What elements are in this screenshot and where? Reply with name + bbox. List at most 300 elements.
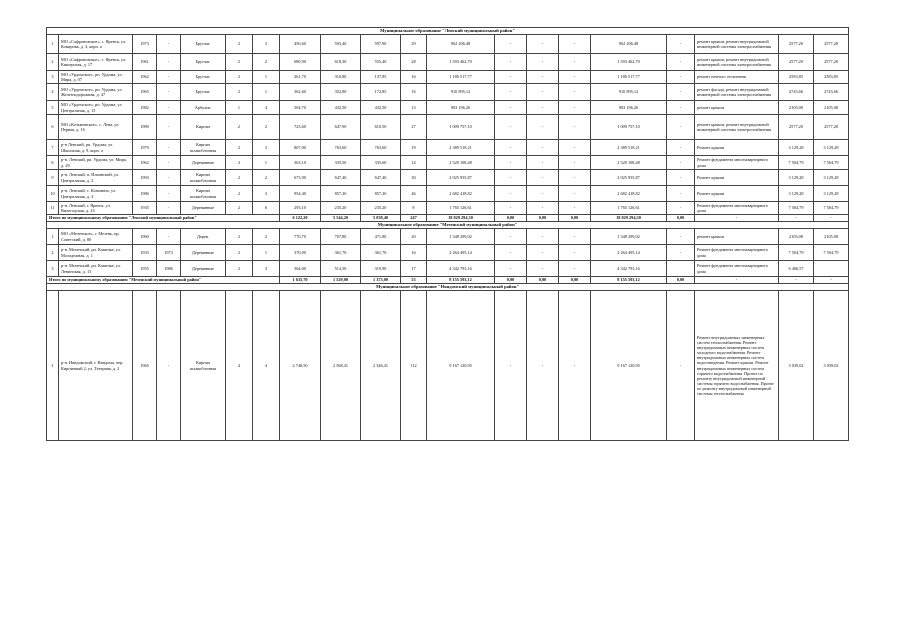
- cell-sum: 9 167 120,95: [427, 291, 495, 441]
- cell-fl: 4: [226, 291, 253, 441]
- total-oth: 0,00: [667, 277, 695, 284]
- cell-en: 1: [253, 84, 280, 101]
- cell-f3: -: [559, 291, 591, 441]
- cell-f1: -: [495, 245, 527, 261]
- cell-work: Ремонт фундамента многоквартирного дома: [695, 202, 779, 215]
- cell-f2: -: [527, 170, 559, 186]
- total-p: 247: [401, 215, 427, 222]
- cell-work: Ремонт внутридомовых инженерных систем теплоснабжения. Ремонт внутридомовых инженерных систем холодного водоснабжения. Ремонт внутридомовых инженерных систем водоотведения. Ремонт крыши. Ремонт внутридомовых инженерных систем горячего водоснабжения. Проект по ремонту внутридомовой инженерной системы горячего водоснабжения. Проект по ремонту внутридомовой инженерной системы теплоснабжения: [695, 291, 779, 441]
- cell-sum: 962 206,48: [427, 35, 495, 54]
- cell-fl: 2: [226, 261, 253, 277]
- cell-addr: МО «Сафроновское», с. Яренск, ул. Кишерская, д. 17: [59, 54, 133, 71]
- cell-a2: 647,40: [321, 170, 361, 186]
- cell-y1: 1965: [133, 84, 157, 101]
- cell-c1: 2577,20: [779, 115, 814, 140]
- cell-a2: 707,80: [321, 229, 361, 245]
- cell-n: 3: [47, 261, 59, 277]
- cell-y1: 1955: [133, 261, 157, 277]
- cell-c1: 7 504,79: [779, 202, 814, 215]
- total-a2: 1 529,00: [321, 277, 361, 284]
- cell-a2: 2 568,41: [321, 291, 361, 441]
- cell-addr: МО «Сафроновское», с. Яренск, ул. Комарова, д. 3, корп. а: [59, 35, 133, 54]
- cell-a1: 370,00: [280, 245, 321, 261]
- section-header-row: [47, 222, 849, 229]
- cell-n: 2: [47, 54, 59, 71]
- cell-en: 1: [253, 156, 280, 170]
- cell-a2: 235,20: [321, 202, 361, 215]
- cell-y2: -: [157, 115, 181, 140]
- cell-work: Ремонт крыши: [695, 170, 779, 186]
- cell-addr: МО «Мезенское», г. Мезень, пр. Советский, д. 80: [59, 229, 133, 245]
- table-row: [47, 115, 849, 140]
- cell-mat: Арболит.: [181, 101, 226, 115]
- cell-sum: 1 593 462,70: [427, 54, 495, 71]
- cell-work: ремонт крыши, ремонт внутридомовой инженерной системы электроснабжения: [695, 115, 779, 140]
- total-a3: 1 373,00: [361, 277, 401, 284]
- cell-en: 2: [253, 54, 280, 71]
- cell-a1: 261,70: [280, 71, 321, 84]
- cell-mat: Кирпич шлакоблочная: [181, 291, 226, 441]
- cell-n: 5: [47, 101, 59, 115]
- cell-tot: 903 196,20: [591, 101, 667, 115]
- cell-tot: 2 389 518,21: [591, 140, 667, 156]
- cell-f3: -: [559, 140, 591, 156]
- cell-f3: -: [559, 186, 591, 202]
- cell-fl: 2: [226, 202, 253, 215]
- cell-f3: -: [559, 202, 591, 215]
- cell-f2: -: [527, 84, 559, 101]
- cell-a3: 319,90: [361, 261, 401, 277]
- cell-addr: р-н Ленский, рп. Урдома, ул. Школьная, д. 9, корп. а: [59, 140, 133, 156]
- cell-sum: 910 895,12: [427, 84, 495, 101]
- cell-oth: -: [667, 170, 695, 186]
- cell-n: 10: [47, 186, 59, 202]
- cell-f1: -: [495, 35, 527, 54]
- cell-a1: 293,10: [280, 202, 321, 215]
- total-f1: 0,00: [495, 215, 527, 222]
- cell-c2: 2105,08: [814, 229, 849, 245]
- cell-f1: -: [495, 84, 527, 101]
- cell-fl: 2: [226, 170, 253, 186]
- total-p: 53: [401, 277, 427, 284]
- cell-y2: -: [157, 170, 181, 186]
- cell-mat: Деревянные: [181, 202, 226, 215]
- cell-y1: 1933: [133, 245, 157, 261]
- cell-mat: Брусчат.: [181, 84, 226, 101]
- cell-oth: -: [667, 84, 695, 101]
- cell-c2: 2583,85: [814, 71, 849, 84]
- cell-fl: 2: [226, 156, 253, 170]
- cell-a3: 2 346,41: [361, 291, 401, 441]
- cell-y1: 1965: [133, 291, 157, 441]
- cell-c2: 2577,20: [814, 54, 849, 71]
- cell-work: ремонт крыши, ремонт внутридомовой инженерной системы электроснабжения: [695, 35, 779, 54]
- cell-c1: 3 129,28: [779, 140, 814, 156]
- cell-mat: Брусчат.: [181, 71, 226, 84]
- table-row: [47, 229, 849, 245]
- cell-c2: 7 504,79: [814, 156, 849, 170]
- cell-p: 16: [401, 84, 427, 101]
- cell-mat: Деревянные: [181, 156, 226, 170]
- cell-c2: 7 504,79: [814, 245, 849, 261]
- cell-tot: 2 264 495,14: [591, 245, 667, 261]
- cell-n: 3: [47, 71, 59, 84]
- table-row: [47, 261, 849, 277]
- cell-c2: 3 129,28: [814, 170, 849, 186]
- cell-addr: МО «Козьминское», с. Лена, ул. Первая, д. 16: [59, 115, 133, 140]
- cell-c2: 3 129,28: [814, 186, 849, 202]
- cell-a1: 2 748,50: [280, 291, 321, 441]
- cell-f2: -: [527, 261, 559, 277]
- cell-y2: 1986: [157, 261, 181, 277]
- cell-n: 1: [47, 229, 59, 245]
- cell-a3: 137,85: [361, 71, 401, 84]
- cell-addr: р-н. Ленский, г. Яренск, ул. Вилегодская, д. 23: [59, 202, 133, 215]
- cell-n: 7: [47, 140, 59, 156]
- cell-a1: 680,90: [280, 54, 321, 71]
- cell-a2: 514,50: [321, 261, 361, 277]
- total-c2: -: [814, 215, 849, 222]
- cell-c1: 3 129,28: [779, 186, 814, 202]
- cell-oth: -: [667, 101, 695, 115]
- cell-oth: -: [667, 140, 695, 156]
- cell-c1: 2105,08: [779, 229, 814, 245]
- cell-f1: -: [495, 140, 527, 156]
- cell-en: 3: [253, 35, 280, 54]
- cell-y1: 1986: [133, 186, 157, 202]
- cell-a1: 564,00: [280, 261, 321, 277]
- cell-a2: 361,70: [321, 245, 361, 261]
- cell-work: ремонт крыши: [695, 101, 779, 115]
- cell-c2: 2105,08: [814, 101, 849, 115]
- cell-a3: 763,60: [361, 140, 401, 156]
- cell-y1: 1935: [133, 202, 157, 215]
- cell-en: 2: [253, 115, 280, 140]
- total-a1: 6 122,20: [280, 215, 321, 222]
- cell-f2: -: [527, 229, 559, 245]
- cell-f2: -: [527, 156, 559, 170]
- cell-work: ремонт печного отопления: [695, 71, 779, 84]
- cell-c1: 7 504,79: [779, 156, 814, 170]
- cell-sum: 1 009 757,10: [427, 115, 495, 140]
- cell-oth: -: [667, 156, 695, 170]
- cell-sum: 4 342 793,16: [427, 261, 495, 277]
- cell-a3: 555,40: [361, 54, 401, 71]
- total-c1: -: [779, 215, 814, 222]
- cell-en: 6: [253, 202, 280, 215]
- cell-mat: Кирпич шлакоблочная: [181, 170, 226, 186]
- total-f2: 0,00: [527, 215, 559, 222]
- cell-en: 1: [253, 71, 280, 84]
- cell-oth: -: [667, 202, 695, 215]
- cell-c2: 3 039,02: [814, 291, 849, 441]
- cell-mat: Кирпич: [181, 115, 226, 140]
- cell-f1: -: [495, 101, 527, 115]
- cell-en: 2: [253, 229, 280, 245]
- cell-p: 112: [401, 291, 427, 441]
- cell-p: 13: [401, 101, 427, 115]
- total-label: Итого по муниципальному образованию "Ленский муниципальный район": [47, 215, 280, 222]
- cell-addr: МО «Урдомское», рп. Урдома, ул. Центральная, д. 15: [59, 101, 133, 115]
- cell-a2: 310,80: [321, 71, 361, 84]
- cell-n: 8: [47, 156, 59, 170]
- cell-a2: 618,30: [321, 54, 361, 71]
- section-total-row: [47, 277, 849, 284]
- table-row: [47, 35, 849, 54]
- section-title: Муниципальное образование "Мезенский муниципальный район": [47, 222, 849, 229]
- cell-work: Ремонт крыши: [695, 186, 779, 202]
- cell-en: 2: [253, 170, 280, 186]
- cell-sum: 1 765 126,61: [427, 202, 495, 215]
- cell-y2: -: [157, 35, 181, 54]
- cell-p: 27: [401, 115, 427, 140]
- cell-y1: 1961: [133, 54, 157, 71]
- total-a2: 5 544,20: [321, 215, 361, 222]
- cell-a3: 432,50: [361, 101, 401, 115]
- cell-work: Ремонт фундамента многоквартирного дома: [695, 245, 779, 261]
- cell-work: ремонт крыши, ремонт внутридомовой инженерной системы электроснабжения: [695, 54, 779, 71]
- cell-en: 4: [253, 101, 280, 115]
- cell-mat: Брусчат.: [181, 35, 226, 54]
- cell-mat: Деревянные: [181, 245, 226, 261]
- cell-f2: -: [527, 245, 559, 261]
- cell-p: 28: [401, 54, 427, 71]
- cell-mat: Кирпич шлакоблочная: [181, 140, 226, 156]
- cell-c1: 7 504,79: [779, 245, 814, 261]
- cell-a3: 471,80: [361, 229, 401, 245]
- cell-fl: 2: [226, 84, 253, 101]
- cell-work: Ремонт крыши: [695, 140, 779, 156]
- cell-c1: 6 406,57: [779, 261, 814, 277]
- cell-f2: -: [527, 54, 559, 71]
- cell-f3: -: [559, 84, 591, 101]
- cell-n: 6: [47, 115, 59, 140]
- cell-tot: 1 348 299,02: [591, 229, 667, 245]
- table-row: [47, 54, 849, 71]
- cell-c2: 2743,66: [814, 84, 849, 101]
- cell-p: 17: [401, 261, 427, 277]
- cell-fl: 2: [226, 186, 253, 202]
- cell-a2: 857,20: [321, 186, 361, 202]
- cell-oth: -: [667, 229, 695, 245]
- cell-f3: -: [559, 245, 591, 261]
- cell-oth: -: [667, 71, 695, 84]
- cell-y2: -: [157, 291, 181, 441]
- cell-a2: 647,90: [321, 115, 361, 140]
- cell-mat: Дерев.: [181, 229, 226, 245]
- cell-f2: -: [527, 101, 559, 115]
- cell-y2: -: [157, 101, 181, 115]
- cell-y2: -: [157, 186, 181, 202]
- total-c2: -: [814, 277, 849, 284]
- cell-f3: -: [559, 229, 591, 245]
- cell-a1: 362,60: [280, 84, 321, 101]
- cell-f2: -: [527, 291, 559, 441]
- cell-p: 19: [401, 140, 427, 156]
- table-row: [47, 245, 849, 261]
- cell-mat: Брусчат.: [181, 54, 226, 71]
- cell-a1: 954,40: [280, 186, 321, 202]
- cell-y1: 1979: [133, 140, 157, 156]
- table-row: [47, 156, 849, 170]
- cell-work: Ремонт фундамента многоквартирного дома: [695, 261, 779, 277]
- cell-en: 3: [253, 186, 280, 202]
- cell-fl: 2: [226, 115, 253, 140]
- cell-mat: Деревянные: [181, 261, 226, 277]
- cell-a1: 456,60: [280, 35, 321, 54]
- cell-tot: 2 682 418,82: [591, 186, 667, 202]
- total-a1: 1 635,70: [280, 277, 321, 284]
- total-sum: 18 029 294,30: [427, 215, 495, 222]
- cell-f1: -: [495, 71, 527, 84]
- cell-addr: р-н. Ленский, п. Ильинский, ул. Центральная, д. 2: [59, 170, 133, 186]
- cell-f1: -: [495, 229, 527, 245]
- section-header-row: [47, 284, 849, 291]
- total-label: Итого по муниципальному образованию "Мезенский муниципальный район": [47, 277, 280, 284]
- cell-p: 29: [401, 35, 427, 54]
- cell-f2: -: [527, 35, 559, 54]
- cell-p: 8: [401, 202, 427, 215]
- cell-oth: -: [667, 54, 695, 71]
- cell-a1: 723,60: [280, 115, 321, 140]
- table-row: [47, 140, 849, 156]
- cell-tot: 1 186 517,77: [591, 71, 667, 84]
- section-header-row: [47, 28, 849, 35]
- cell-a3: 597,90: [361, 35, 401, 54]
- cell-y2: -: [157, 84, 181, 101]
- cell-oth: -: [667, 245, 695, 261]
- cell-a1: 363,10: [280, 156, 321, 170]
- cell-n: 4: [47, 84, 59, 101]
- cell-a2: 432,50: [321, 101, 361, 115]
- cell-p: 46: [401, 186, 427, 202]
- cell-tot: 1 009 757,10: [591, 115, 667, 140]
- table-row: [47, 101, 849, 115]
- cell-c2: [814, 261, 849, 277]
- cell-addr: МО «Урдомское», рп. Урдома, ул. Мира, д. 07: [59, 71, 133, 84]
- cell-f2: -: [527, 115, 559, 140]
- cell-addr: р-н. Мезенский, рп. Каменка, ул. Молодежная, д. 1: [59, 245, 133, 261]
- cell-a2: 763,60: [321, 140, 361, 156]
- cell-c2: 2577,20: [814, 35, 849, 54]
- cell-fl: 1: [226, 101, 253, 115]
- cell-oth: -: [667, 35, 695, 54]
- cell-a3: 610,50: [361, 115, 401, 140]
- table-row: [47, 170, 849, 186]
- total-tot: 8 155 593,12: [591, 277, 667, 284]
- cell-sum: 2 025 955,87: [427, 170, 495, 186]
- cell-fl: 2: [226, 229, 253, 245]
- cell-c1: 2577,20: [779, 35, 814, 54]
- cell-f1: -: [495, 186, 527, 202]
- section-total-row: [47, 215, 849, 222]
- cell-f1: -: [495, 54, 527, 71]
- cell-sum: 1 186 517,77: [427, 71, 495, 84]
- cell-work: Ремонт фундамента многоквартирного дома: [695, 156, 779, 170]
- cell-a1: 770,70: [280, 229, 321, 245]
- cell-f2: -: [527, 140, 559, 156]
- section-title: Муниципальное образование "Ленский муниципальный район": [47, 28, 849, 35]
- cell-y1: 1982: [133, 101, 157, 115]
- table-row: [47, 186, 849, 202]
- table-row: [47, 71, 849, 84]
- cell-y2: -: [157, 229, 181, 245]
- cell-tot: 962 206,48: [591, 35, 667, 54]
- cell-en: 3: [253, 261, 280, 277]
- total-tot: 18 029 294,30: [591, 215, 667, 222]
- cell-a1: 807,00: [280, 140, 321, 156]
- cell-f1: -: [495, 170, 527, 186]
- cell-work: ремонт фасада, ремонт внутридомовой инженерной системы электроснабжения: [695, 84, 779, 101]
- cell-a3: 647,40: [361, 170, 401, 186]
- cell-a3: 335,60: [361, 156, 401, 170]
- cell-p: 20: [401, 229, 427, 245]
- cell-y1: 1973: [133, 35, 157, 54]
- cell-y2: -: [157, 202, 181, 215]
- total-work: -: [695, 215, 779, 222]
- cell-p: 14: [401, 156, 427, 170]
- cell-f3: -: [559, 115, 591, 140]
- cell-y2: 1973: [157, 245, 181, 261]
- table-row: [47, 202, 849, 215]
- table-row: [47, 291, 849, 441]
- total-c1: -: [779, 277, 814, 284]
- cell-c1: 2583,85: [779, 71, 814, 84]
- cell-n: 1: [47, 35, 59, 54]
- cell-fl: 2: [226, 35, 253, 54]
- cell-f3: -: [559, 261, 591, 277]
- cell-sum: 903 196,20: [427, 101, 495, 115]
- cell-f3: -: [559, 71, 591, 84]
- cell-f3: -: [559, 156, 591, 170]
- cell-f2: -: [527, 186, 559, 202]
- cell-a3: 361,70: [361, 245, 401, 261]
- cell-y2: -: [157, 140, 181, 156]
- total-f2: 0,00: [527, 277, 559, 284]
- cell-c2: 3 129,28: [814, 140, 849, 156]
- total-f1: 0,00: [495, 277, 527, 284]
- cell-en: 4: [253, 291, 280, 441]
- cell-f3: -: [559, 35, 591, 54]
- cell-n: 11: [47, 202, 59, 215]
- cell-en: 3: [253, 140, 280, 156]
- total-a3: 5 038,40: [361, 215, 401, 222]
- cell-addr: р-н. Мезенский, рп. Каменка, ул. Ленинская, д. 13: [59, 261, 133, 277]
- cell-y1: 1962: [133, 156, 157, 170]
- cell-mat: Кирпич шлакоблочная: [181, 186, 226, 202]
- cell-oth: [667, 261, 695, 277]
- cell-f1: -: [495, 291, 527, 441]
- cell-sum: 2 682 418,82: [427, 186, 495, 202]
- cell-c1: 2105,08: [779, 101, 814, 115]
- cell-oth: -: [667, 115, 695, 140]
- cell-p: 16: [401, 245, 427, 261]
- cell-a3: 235,20: [361, 202, 401, 215]
- cell-c1: 3 129,28: [779, 170, 814, 186]
- cell-f3: -: [559, 170, 591, 186]
- cell-addr: р-н. Ленский, с. Козьмино, ул. Центральная, д. 3: [59, 186, 133, 202]
- cell-f3: -: [559, 54, 591, 71]
- section-title: Муниципальное образование "Няндомский муниципальный район": [47, 284, 849, 291]
- total-f3: 0,00: [559, 215, 591, 222]
- cell-en: 1: [253, 245, 280, 261]
- cell-a1: 504,70: [280, 101, 321, 115]
- cell-n: 9: [47, 170, 59, 186]
- cell-fl: 2: [226, 54, 253, 71]
- cell-oth: -: [667, 186, 695, 202]
- cell-sum: 1 348 299,02: [427, 229, 495, 245]
- cell-work: ремонт крыши: [695, 229, 779, 245]
